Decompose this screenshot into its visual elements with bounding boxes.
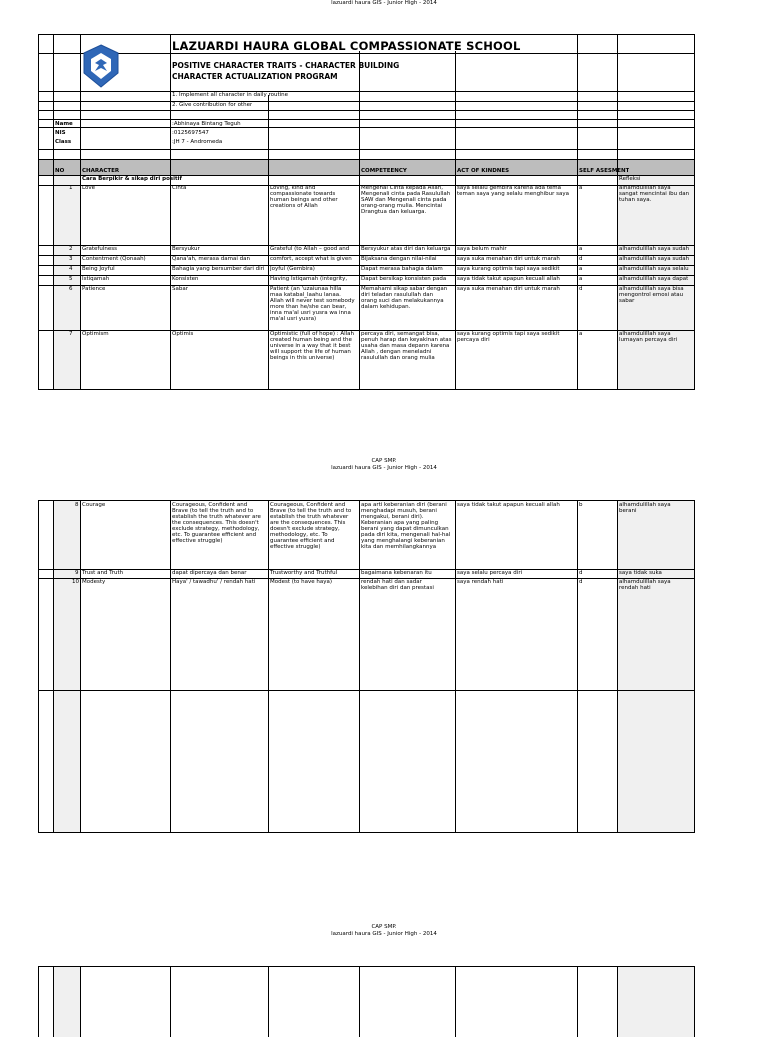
row-character: Courage bbox=[82, 502, 106, 508]
row-competency: rendah hati dan sadar kelebihan diri dan prestasi bbox=[361, 579, 434, 591]
row-character: Modesty bbox=[82, 579, 106, 585]
row-reflection: alhamdulillah saya rendah hati bbox=[619, 579, 671, 591]
row-competency: Memahami sikap sabar dengan diri teladan rasulullah dan orang suci dan melakukannya dalam kehidupan. bbox=[361, 286, 448, 310]
nis-label: NIS bbox=[55, 130, 66, 136]
row-grade: a bbox=[579, 276, 583, 282]
row-reflection: alhamdulillah saya sudah bbox=[619, 256, 690, 262]
nis-value: :0125697547 bbox=[172, 130, 209, 136]
sheet-page-3 bbox=[38, 966, 695, 1037]
row-desc: Grateful (to Allah – good and bbox=[270, 246, 350, 252]
row-indo: dapat dipercaya dan benar bbox=[172, 570, 247, 576]
row-no: 10 bbox=[72, 579, 79, 585]
class-value: :JH 7 - Andromeda bbox=[172, 139, 223, 145]
row-no: 1 bbox=[69, 185, 73, 191]
row-indo: Courageous, Confident and Brave (to tell the truth and to establish the truth whatever are the consequences. This doesn't exclude strategy, methodology, etc. To guarantee efficient and effective struggle) bbox=[172, 502, 261, 544]
col-reflection: Refleksi bbox=[619, 176, 641, 182]
row-act: saya suka menahan diri untuk marah bbox=[457, 256, 560, 262]
shade-no bbox=[54, 967, 81, 1037]
row-character: Being Joyful bbox=[82, 266, 115, 272]
row-no: 9 bbox=[75, 570, 79, 576]
row-no: 8 bbox=[75, 502, 79, 508]
row-grade: b bbox=[579, 502, 583, 508]
row-desc: Optimistic (full of hope) : Allah created human being and the universe in a way that it best will support the life of human beings in this universe) bbox=[270, 331, 355, 361]
row-character: Trust and Truth bbox=[82, 570, 124, 576]
row-grade: d bbox=[579, 570, 583, 576]
row-grade: d bbox=[579, 286, 583, 292]
row-act: saya tidak takut apapun kecuali allah bbox=[457, 276, 560, 282]
school-logo-icon bbox=[81, 43, 121, 89]
row-grade: d bbox=[579, 579, 583, 585]
row-act: saya kurang optimis tapi saya sedikit bbox=[457, 266, 560, 272]
row-grade: a bbox=[579, 246, 583, 252]
row-reflection: alhamdulillah saya selalu bbox=[619, 266, 689, 272]
row-desc: Joyful (Gembira) bbox=[270, 266, 315, 272]
row-act: saya suka menahan diri untuk marah bbox=[457, 286, 560, 292]
page2-cap: CAP SMP. bbox=[371, 458, 397, 464]
row-indo: Optimis bbox=[172, 331, 194, 337]
row-reflection: alhamdulillah saya sangat mencintai ibu dan tuhan saya. bbox=[619, 185, 690, 203]
row-no: 6 bbox=[69, 286, 73, 292]
row-grade: d bbox=[579, 256, 583, 262]
col-competency: COMPETEENCY bbox=[361, 168, 407, 174]
row-act: saya belum mahir bbox=[457, 246, 507, 252]
row-desc: Patient (an 'uzaiunaa hilla maa katabal_laahu lanaa. Allah will never test somebody more than he/she can bear, inna ma'al usri yusra wa inna ma'al usri yusra) bbox=[270, 286, 355, 322]
row-competency: Mengenal Cinta kepada Allah, Mengenali cinta pada Rasulullah SAW dan Mengenali cinta pada orang-orang mulia. Mencintai Drangtua dan keluarga. bbox=[361, 185, 451, 215]
col-character: CHARACTER bbox=[82, 168, 120, 174]
row-desc: Courageous, Confident and Brave (to tell the truth and to establish the truth whatever are the consequences. This doesn't exclude strategy, methodology, etc. To guarantee efficient and effective struggle) bbox=[270, 502, 352, 550]
row-competency: bagaimana kebenaran itu bbox=[361, 570, 432, 576]
row-indo: Konsisten bbox=[172, 276, 199, 282]
row-grade: a bbox=[579, 185, 583, 191]
row-desc: Having Istiqamah (integrity, bbox=[270, 276, 348, 282]
row-no: 5 bbox=[69, 276, 73, 282]
col-act: ACT OF KINDNES bbox=[457, 168, 510, 174]
page2-header-line: lazuardi haura GIS - Junior High - 2014 bbox=[331, 465, 437, 471]
row-no: 2 bbox=[69, 246, 73, 252]
page3-header-line: lazuardi haura GIS - Junior High - 2014 bbox=[331, 931, 437, 937]
row-competency: apa arti keberanian diri (berani menghadapi musuh, berani mengakui, berani diri). Keberanian apa yang paling berani yang dapat dimunculkan pada diri kita, mengenali hal-hal yang menghalangi keberanian kita dan memhilangkannya bbox=[361, 502, 451, 550]
row-character: Contentment (Qonaah) bbox=[82, 256, 146, 262]
class-label: Class bbox=[55, 139, 72, 145]
shade-reflection bbox=[618, 501, 694, 832]
row-desc: Modest (to have haya) bbox=[270, 579, 333, 585]
row-competency: Dapat merasa bahagia dalam bbox=[361, 266, 443, 272]
row-reflection: alhamdulillah saya sudah bbox=[619, 246, 690, 252]
row-competency: Bersyukur atas diri dan keluarga bbox=[361, 246, 451, 252]
row-no: 7 bbox=[69, 331, 73, 337]
row-reflection: alhamdulillah saya dapat bbox=[619, 276, 689, 282]
col-no: NO bbox=[55, 168, 65, 174]
row-character: Patience bbox=[82, 286, 106, 292]
row-indo: Bersyukur bbox=[172, 246, 200, 252]
row-reflection: saya tidak suka bbox=[619, 570, 662, 576]
row-reflection: alhamdulillah saya bisa mengontrol emosi atau sabar bbox=[619, 286, 684, 304]
row-act: saya rendah hati bbox=[457, 579, 504, 585]
sheet-page-2 bbox=[38, 500, 695, 833]
row-act: saya selalu percaya diri bbox=[457, 570, 523, 576]
row-character: Optimism bbox=[82, 331, 109, 337]
row-desc: Trustworthy and Truthful bbox=[270, 570, 338, 576]
row-character: Istiqamah bbox=[82, 276, 110, 282]
row-no: 3 bbox=[69, 256, 73, 262]
school-name: LAZUARDI HAURA GLOBAL COMPASSIONATE SCHOOL bbox=[172, 39, 521, 53]
col-self: SELF ASESMENT bbox=[579, 168, 630, 174]
row-act: saya tidak takut apapun kecuali allah bbox=[457, 502, 560, 508]
row-character: Love bbox=[82, 185, 95, 191]
row-reflection: alhamdulillah saya lumayan percaya diri bbox=[619, 331, 678, 343]
row-grade: a bbox=[579, 331, 583, 337]
subtitle-actualization: CHARACTER ACTUALIZATION PROGRAM bbox=[172, 72, 338, 81]
row-grade: a bbox=[579, 266, 583, 272]
row-competency: Dapat bersikap konsisten pada bbox=[361, 276, 447, 282]
row-character: Gratefulness bbox=[82, 246, 117, 252]
row-indo: Qana'ah, merasa damai dan bbox=[172, 256, 250, 262]
row-desc: comfort, accept what is given bbox=[270, 256, 352, 262]
goal-2: 2. Give contribution for other bbox=[172, 102, 253, 108]
row-indo: Cinta bbox=[172, 185, 187, 191]
row-desc: Loving, kind and compassionate towards human beings and other creations of Allah bbox=[270, 185, 338, 209]
goal-1: 1. Implement all character in daily routine bbox=[172, 92, 288, 98]
page-header-top: lazuardi haura GIS - Junior High - 2014 bbox=[331, 0, 437, 6]
row-competency: Bijaksana dengan nilai-nilai bbox=[361, 256, 437, 262]
row-indo: Haya' / tawadhu' / rendah hati bbox=[172, 579, 256, 585]
shade-reflection bbox=[618, 967, 694, 1037]
row-indo: Sabar bbox=[172, 286, 188, 292]
name-value: :Abhinaya Bintang Teguh bbox=[172, 121, 241, 127]
row-no: 4 bbox=[69, 266, 73, 272]
sheet-page-1 bbox=[38, 34, 695, 390]
name-label: Name bbox=[55, 121, 73, 127]
page3-cap: CAP SMP. bbox=[371, 924, 397, 930]
row-reflection: alhamdulillah saya berani bbox=[619, 502, 671, 514]
row-act: saya selalu gembira karena ada tema teman saya yang selalu menghibur saya bbox=[457, 185, 569, 197]
row-competency: percaya diri, semangat bisa, penuh harap dan keyakinan atas usaha dan masa depann karena Allah , dengan meneladni rasulullah dan orang mulia bbox=[361, 331, 452, 361]
section-label: Cara Berpikir & sikap diri positif bbox=[82, 176, 182, 182]
row-indo: Bahagia yang bersumber dari diri bbox=[172, 266, 265, 272]
subtitle-character-building: POSITIVE CHARACTER TRAITS - CHARACTER BUILDING bbox=[172, 61, 400, 70]
shade-no bbox=[54, 173, 81, 389]
row-act: saya kurang optimis tapi saya sedikit percaya diri bbox=[457, 331, 560, 343]
shade-no bbox=[54, 501, 81, 832]
